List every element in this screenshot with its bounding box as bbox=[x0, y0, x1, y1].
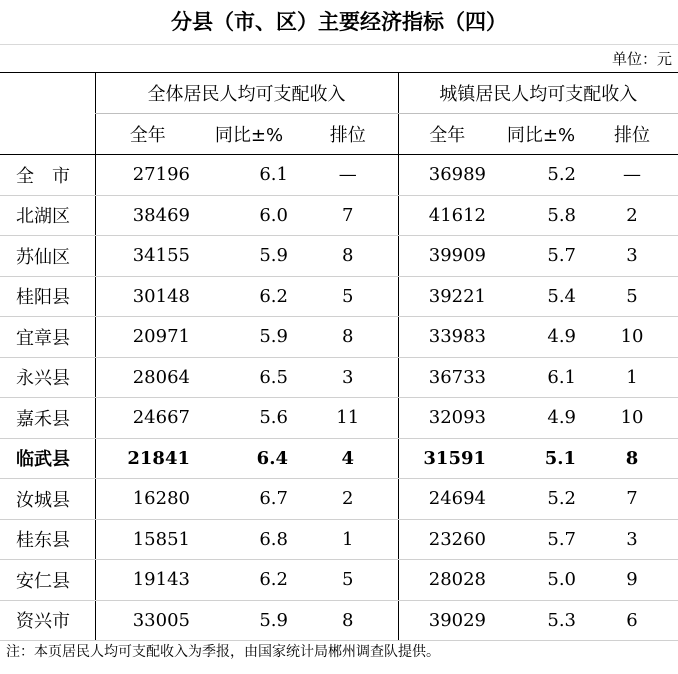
region-name: 临武县 bbox=[0, 438, 95, 479]
region-name: 安仁县 bbox=[0, 560, 95, 601]
all-rank-value: 1 bbox=[298, 519, 398, 560]
urban-yoy-value: 5.2 bbox=[496, 155, 586, 196]
urban-rank-value: 2 bbox=[586, 195, 678, 236]
region-name: 宜章县 bbox=[0, 317, 95, 358]
urban-year-value: 28028 bbox=[398, 560, 496, 601]
all-yoy-value: 6.7 bbox=[200, 479, 298, 520]
table-row bbox=[0, 560, 678, 601]
urban-rank-value: 1 bbox=[586, 357, 678, 398]
urban-rank-value: 3 bbox=[586, 236, 678, 277]
table-row bbox=[0, 479, 678, 520]
table-row bbox=[0, 276, 678, 317]
all-yoy-value: 6.5 bbox=[200, 357, 298, 398]
region-name: 全 市 bbox=[0, 155, 95, 196]
urban-rank-value: 8 bbox=[586, 438, 678, 479]
urban-rank-value: 6 bbox=[586, 600, 678, 641]
col-urban-rank: 排位 bbox=[586, 114, 678, 155]
all-year-value: 21841 bbox=[95, 438, 200, 479]
region-name: 永兴县 bbox=[0, 357, 95, 398]
col-urban-yoy: 同比±% bbox=[496, 114, 586, 155]
all-yoy-value: 6.1 bbox=[200, 155, 298, 196]
all-rank-value: 5 bbox=[298, 276, 398, 317]
urban-yoy-value: 5.0 bbox=[496, 560, 586, 601]
urban-yoy-value: 5.8 bbox=[496, 195, 586, 236]
urban-yoy-value: 6.1 bbox=[496, 357, 586, 398]
all-year-value: 20971 bbox=[95, 317, 200, 358]
page-title: 分县（市、区）主要经济指标（四） bbox=[0, 0, 678, 45]
table-row bbox=[0, 438, 678, 479]
all-year-value: 15851 bbox=[95, 519, 200, 560]
col-all-rank: 排位 bbox=[298, 114, 398, 155]
col-urban-year: 全年 bbox=[398, 114, 496, 155]
all-rank-value: 8 bbox=[298, 317, 398, 358]
indicator-table bbox=[0, 72, 678, 641]
all-rank-value: 2 bbox=[298, 479, 398, 520]
urban-year-value: 31591 bbox=[398, 438, 496, 479]
urban-year-value: 36989 bbox=[398, 155, 496, 196]
table-body bbox=[0, 155, 678, 641]
all-yoy-value: 6.2 bbox=[200, 560, 298, 601]
all-rank-value: 4 bbox=[298, 438, 398, 479]
urban-yoy-value: 4.9 bbox=[496, 317, 586, 358]
region-name: 汝城县 bbox=[0, 479, 95, 520]
all-rank-value: 5 bbox=[298, 560, 398, 601]
table-row bbox=[0, 317, 678, 358]
urban-rank-value: 3 bbox=[586, 519, 678, 560]
region-name: 嘉禾县 bbox=[0, 398, 95, 439]
urban-rank-value: 9 bbox=[586, 560, 678, 601]
all-year-value: 28064 bbox=[95, 357, 200, 398]
urban-rank-value: 5 bbox=[586, 276, 678, 317]
group-all-header: 全体居民人均可支配收入 bbox=[95, 73, 398, 114]
footnote: 注：本页居民人均可支配收入为季报，由国家统计局郴州调查队提供。 bbox=[6, 644, 440, 660]
urban-rank-value: 7 bbox=[586, 479, 678, 520]
urban-year-value: 39221 bbox=[398, 276, 496, 317]
table-row bbox=[0, 236, 678, 277]
all-year-value: 24667 bbox=[95, 398, 200, 439]
all-rank-value: 8 bbox=[298, 236, 398, 277]
region-name: 北湖区 bbox=[0, 195, 95, 236]
urban-yoy-value: 5.4 bbox=[496, 276, 586, 317]
all-yoy-value: 5.6 bbox=[200, 398, 298, 439]
urban-year-value: 36733 bbox=[398, 357, 496, 398]
all-rank-value: 11 bbox=[298, 398, 398, 439]
region-header-cell bbox=[0, 73, 95, 155]
all-year-value: 30148 bbox=[95, 276, 200, 317]
urban-yoy-value: 5.3 bbox=[496, 600, 586, 641]
urban-yoy-value: 5.2 bbox=[496, 479, 586, 520]
all-yoy-value: 6.2 bbox=[200, 276, 298, 317]
all-rank-value: 7 bbox=[298, 195, 398, 236]
all-yoy-value: 6.8 bbox=[200, 519, 298, 560]
all-rank-value: 3 bbox=[298, 357, 398, 398]
urban-rank-value: 10 bbox=[586, 317, 678, 358]
unit-label: 单位：元 bbox=[611, 50, 672, 68]
col-all-yoy: 同比±% bbox=[200, 114, 298, 155]
all-year-value: 33005 bbox=[95, 600, 200, 641]
group-urban-header: 城镇居民人均可支配收入 bbox=[398, 73, 678, 114]
urban-yoy-value: 4.9 bbox=[496, 398, 586, 439]
urban-year-value: 32093 bbox=[398, 398, 496, 439]
urban-rank-value: — bbox=[586, 155, 678, 196]
all-yoy-value: 5.9 bbox=[200, 600, 298, 641]
table-row bbox=[0, 357, 678, 398]
all-yoy-value: 6.0 bbox=[200, 195, 298, 236]
region-name: 桂阳县 bbox=[0, 276, 95, 317]
table-row bbox=[0, 195, 678, 236]
all-yoy-value: 6.4 bbox=[200, 438, 298, 479]
table-row bbox=[0, 519, 678, 560]
urban-year-value: 39029 bbox=[398, 600, 496, 641]
urban-rank-value: 10 bbox=[586, 398, 678, 439]
urban-year-value: 33983 bbox=[398, 317, 496, 358]
table-row bbox=[0, 398, 678, 439]
region-name: 桂东县 bbox=[0, 519, 95, 560]
urban-yoy-value: 5.1 bbox=[496, 438, 586, 479]
all-yoy-value: 5.9 bbox=[200, 317, 298, 358]
region-name: 苏仙区 bbox=[0, 236, 95, 277]
urban-year-value: 23260 bbox=[398, 519, 496, 560]
all-rank-value: — bbox=[298, 155, 398, 196]
table-row bbox=[0, 600, 678, 641]
all-rank-value: 8 bbox=[298, 600, 398, 641]
all-year-value: 27196 bbox=[95, 155, 200, 196]
urban-year-value: 24694 bbox=[398, 479, 496, 520]
col-all-year: 全年 bbox=[95, 114, 200, 155]
all-year-value: 34155 bbox=[95, 236, 200, 277]
urban-year-value: 41612 bbox=[398, 195, 496, 236]
urban-year-value: 39909 bbox=[398, 236, 496, 277]
table-row bbox=[0, 155, 678, 196]
all-year-value: 16280 bbox=[95, 479, 200, 520]
all-year-value: 19143 bbox=[95, 560, 200, 601]
urban-yoy-value: 5.7 bbox=[496, 236, 586, 277]
all-year-value: 38469 bbox=[95, 195, 200, 236]
all-yoy-value: 5.9 bbox=[200, 236, 298, 277]
urban-yoy-value: 5.7 bbox=[496, 519, 586, 560]
region-name: 资兴市 bbox=[0, 600, 95, 641]
